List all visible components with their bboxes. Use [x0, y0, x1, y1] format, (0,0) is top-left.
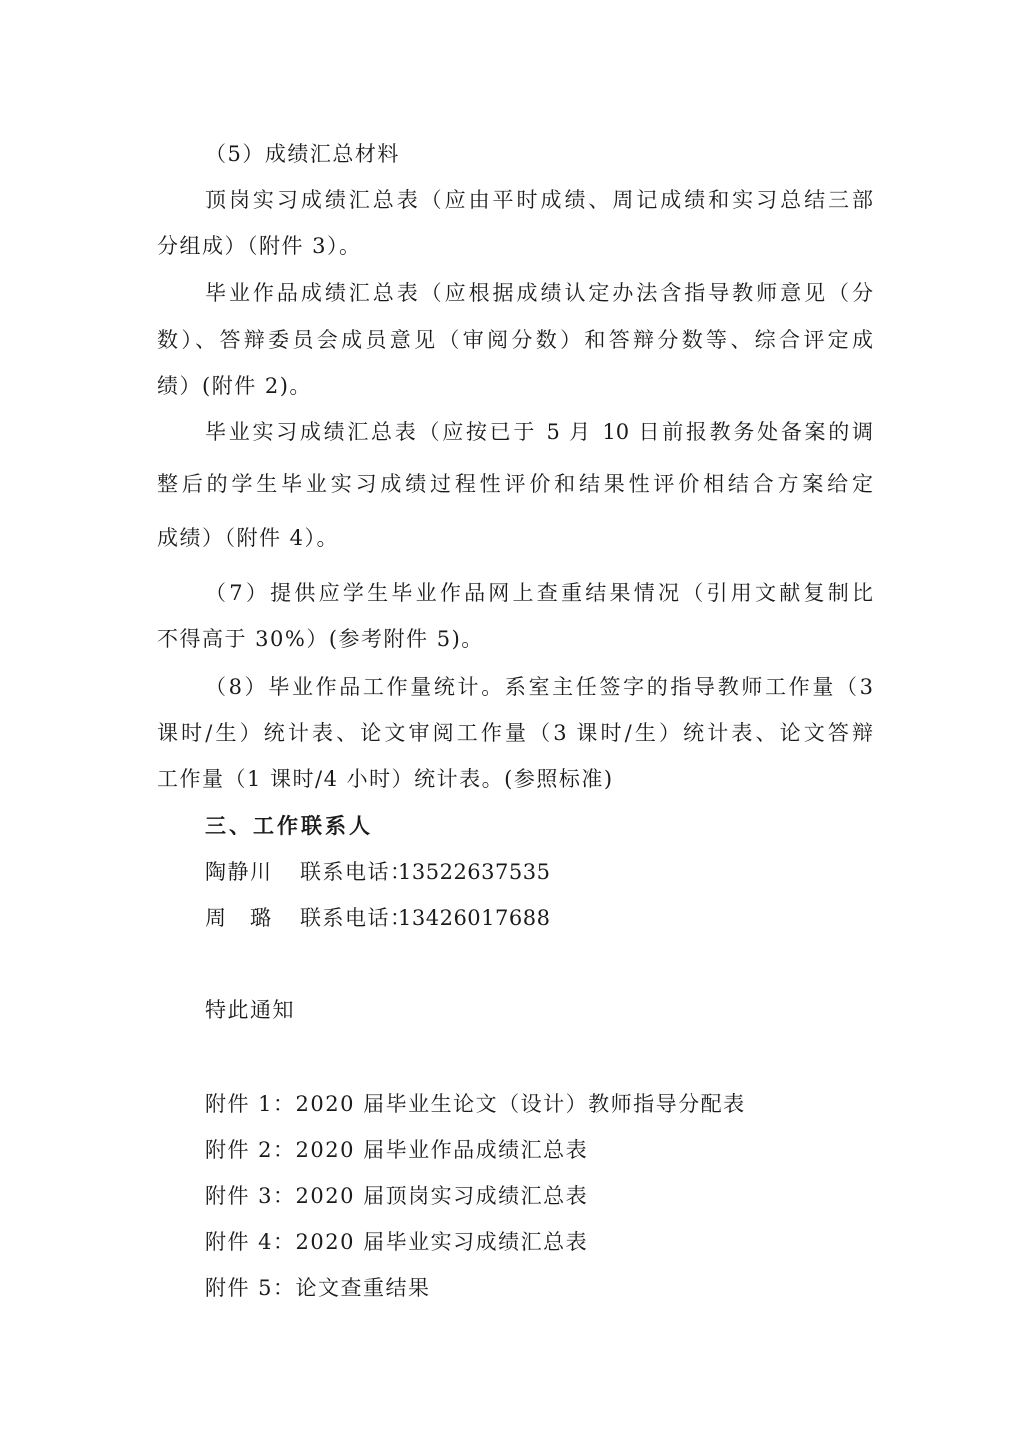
attachment-item: 附件 3：2020 届顶岗实习成绩汇总表	[205, 1184, 589, 1208]
paragraph-line: 毕业作品成绩汇总表（应根据成绩认定办法含指导教师意见（分	[205, 281, 873, 305]
contact-phone-label: 联系电话：	[300, 906, 413, 930]
paragraph-line: 课时/生）统计表、论文审阅工作量（3 课时/生）统计表、论文答辩	[157, 721, 873, 745]
paragraph-line: 数）、答辩委员会成员意见（审阅分数）和答辩分数等、综合评定成	[157, 328, 873, 352]
paragraph-line: 整后的学生毕业实习成绩过程性评价和结果性评价相结合方案给定	[157, 472, 873, 496]
section-5-heading: （5）成绩汇总材料	[205, 142, 400, 166]
attachment-item: 附件 2：2020 届毕业作品成绩汇总表	[205, 1138, 589, 1162]
paragraph-line: 毕业实习成绩汇总表（应按已于 5 月 10 日前报教务处备案的调	[205, 420, 873, 444]
notice-text: 特此通知	[205, 998, 295, 1022]
paragraph-line: 绩）(附件 2)。	[157, 374, 312, 398]
attachment-item: 附件 4：2020 届毕业实习成绩汇总表	[205, 1230, 589, 1254]
paragraph-line: 成绩）（附件 4）。	[157, 526, 340, 550]
attachment-item: 附件 1：2020 届毕业生论文（设计）教师指导分配表	[205, 1092, 746, 1116]
attachment-item: 附件 5：论文查重结果	[205, 1276, 431, 1300]
paragraph-line: 顶岗实习成绩汇总表（应由平时成绩、周记成绩和实习总结三部	[205, 188, 873, 212]
contact-name: 周 璐	[205, 906, 273, 930]
contact-phone: 13426017688	[398, 906, 551, 930]
contact-name: 陶静川	[205, 860, 273, 884]
contact-phone: 13522637535	[398, 860, 551, 884]
paragraph-line: 不得高于 30%）(参考附件 5)。	[157, 627, 484, 651]
contact-phone-label: 联系电话：	[300, 860, 413, 884]
paragraph-line: 工作量（1 课时/4 小时）统计表。(参照标准)	[157, 767, 614, 791]
contacts-heading: 三、工作联系人	[205, 813, 373, 838]
paragraph-line: 分组成）（附件 3）。	[157, 234, 362, 258]
paragraph-line: （7）提供应学生毕业作品网上查重结果情况（引用文献复制比	[205, 581, 873, 605]
paragraph-line: （8）毕业作品工作量统计。系室主任签字的指导教师工作量（3	[205, 675, 873, 699]
